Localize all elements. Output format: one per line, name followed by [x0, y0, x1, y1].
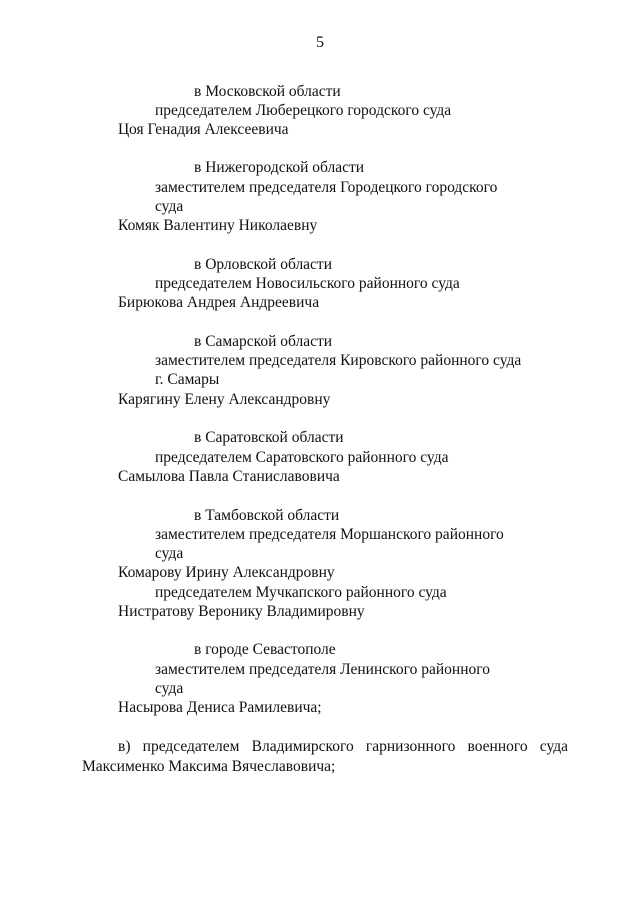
- position-line: суда: [155, 198, 184, 215]
- position-line: суда: [155, 680, 184, 697]
- position-line: суда: [155, 545, 184, 562]
- region-heading-saratov: в Саратовской области: [194, 429, 344, 446]
- region-heading-oryol: в Орловской области: [194, 256, 333, 273]
- appointee-name: Нистратову Веронику Владимировну: [118, 603, 365, 620]
- position-line: г. Самары: [155, 371, 220, 388]
- position-line: председателем Люберецкого городского суда: [155, 102, 452, 119]
- appointee-name: Комарову Ирину Александровну: [118, 564, 335, 581]
- position-line: председателем Мучкапского районного суда: [155, 584, 447, 601]
- appointee-name: Комяк Валентину Николаевну: [118, 217, 318, 234]
- position-line: заместителем председателя Городецкого городского: [155, 179, 498, 196]
- region-heading-sevastopol: в городе Севастополе: [194, 641, 336, 658]
- position-line: председателем Саратовского районного суда: [155, 449, 449, 466]
- appointee-name: Самылова Павла Станиславовича: [118, 468, 340, 485]
- position-line: заместителем председателя Кировского районного суда: [155, 352, 522, 369]
- position-line: председателем Новосильского районного суда: [155, 275, 460, 292]
- appointee-name: Насырова Дениса Рамилевича;: [118, 699, 322, 716]
- appointee-name: Карягину Елену Александровну: [118, 391, 331, 408]
- region-heading-moscow: в Московской области: [194, 83, 341, 100]
- position-line: заместителем председателя Моршанского районного: [155, 526, 504, 543]
- item-v-second-line: Максименко Максима Вячеславовича;: [82, 758, 336, 775]
- appointee-name: Бирюкова Андрея Андреевича: [118, 294, 320, 311]
- item-v-first-line: в) председателем Владимирского гарнизонного военного суда: [118, 738, 568, 755]
- region-heading-tambov: в Тамбовской области: [194, 507, 340, 524]
- page-number: 5: [316, 34, 324, 51]
- position-line: заместителем председателя Ленинского районного: [155, 661, 490, 678]
- region-heading-samara: в Самарской области: [194, 333, 333, 350]
- appointee-name: Цоя Генадия Алексеевича: [118, 121, 289, 138]
- region-heading-nizhny-novgorod: в Нижегородской области: [194, 159, 365, 176]
